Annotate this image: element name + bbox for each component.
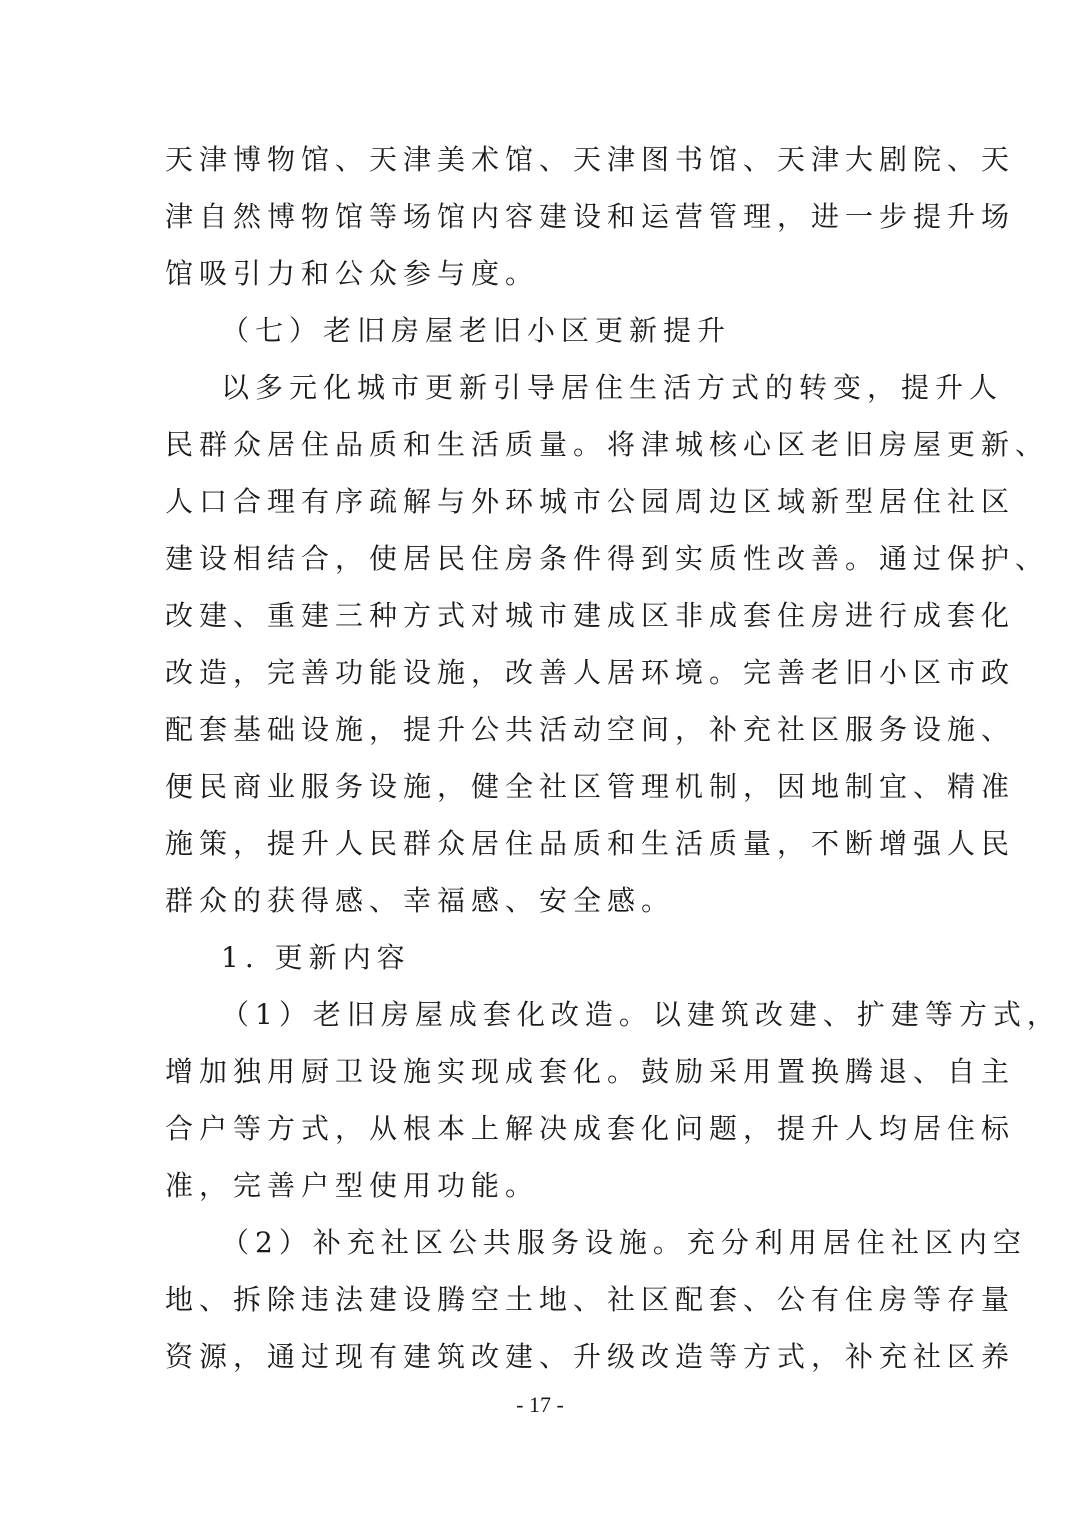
text-line: 津自然博物馆等场馆内容建设和运营管理，进一步提升场 [165, 200, 1016, 233]
text-line: 改造，完善功能设施，改善人居环境。完善老旧小区市政 [165, 656, 1016, 689]
text-line: 合户等方式，从根本上解决成套化问题，提升人均居住标 [165, 1112, 1016, 1145]
text-line: 改建、重建三种方式对城市建成区非成套住房进行成套化 [165, 599, 1016, 632]
text-line: 以多元化城市更新引导居住生活方式的转变，提升人 [221, 371, 1004, 404]
text-line: 天津博物馆、天津美术馆、天津图书馆、天津大剧院、天 [165, 143, 1016, 176]
text-line: 资源，通过现有建筑改建、升级改造等方式，补充社区养 [165, 1340, 1016, 1373]
text-line: （1）老旧房屋成套化改造。以建筑改建、扩建等方式， [221, 998, 1061, 1031]
text-line: 馆吸引力和公众参与度。 [165, 257, 540, 290]
subsection-heading: 1. 更新内容 [221, 941, 411, 974]
text-line: 配套基础设施，提升公共活动空间，补充社区服务设施、 [165, 713, 1016, 746]
text-line: 便民商业服务设施，健全社区管理机制，因地制宜、精准 [165, 770, 1016, 803]
text-line: 人口合理有序疏解与外环城市公园周边区域新型居住社区 [165, 485, 1016, 518]
text-line: 群众的获得感、幸福感、安全感。 [165, 884, 676, 917]
text-line: 民群众居住品质和生活质量。将津城核心区老旧房屋更新、 [165, 428, 1050, 461]
text-line: 准，完善户型使用功能。 [165, 1169, 540, 1202]
section-heading: （七）老旧房屋老旧小区更新提升 [221, 314, 732, 347]
page-number: - 17 - [516, 1392, 564, 1417]
text-line: 地、拆除违法建设腾空土地、社区配套、公有住房等存量 [165, 1283, 1016, 1316]
text-line: 增加独用厨卫设施实现成套化。鼓励采用置换腾退、自主 [165, 1055, 1016, 1088]
text-line: 施策，提升人民群众居住品质和生活质量，不断增强人民 [165, 827, 1016, 860]
text-line: 建设相结合，使居民住房条件得到实质性改善。通过保护、 [165, 542, 1050, 575]
text-line: （2）补充社区公共服务设施。充分利用居住社区内空 [221, 1226, 1027, 1259]
